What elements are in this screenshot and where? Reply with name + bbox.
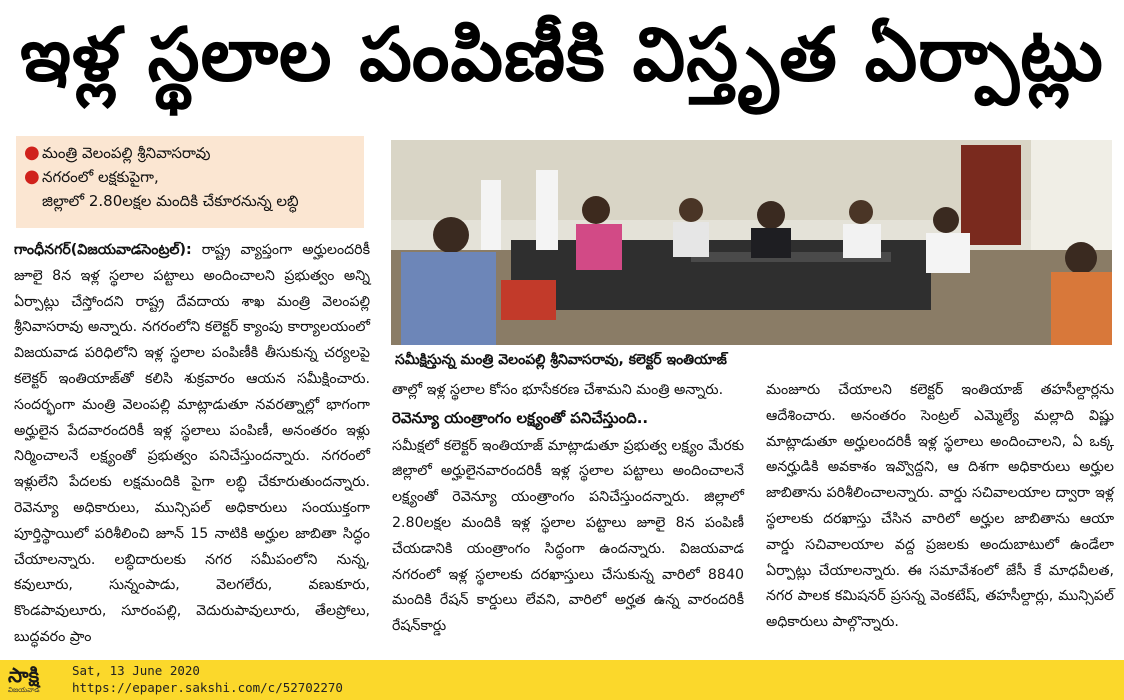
sakshi-logo[interactable] <box>8 664 60 696</box>
article-column-2 <box>392 378 744 640</box>
highlights-box <box>16 136 364 228</box>
article-text: తాల్లో ఇళ్ల స్థలాల కోసం భూసేకరణ చేశామని మంత్రి అన్నారు. <box>392 382 724 398</box>
highlight-item <box>24 142 356 164</box>
article-subheading: రెవెన్యూ యంత్రాంగం లక్ష్యంతో పనిచేస్తుంది.. <box>392 408 649 427</box>
article-text: సమీక్షలో కలెక్టర్ ఇంతియాజ్ మాట్లాడుతూ ప్రభుత్వ లక్ష్యం మేరకు జిల్లాలో అర్హులైనవారందరికీ ఇళ్ల స్థలాల పట్టాలు అందించాలనే లక్ష్యంతో రెవెన్యూ యంత్రాంగం పనిచేస్తుందన్నారు. జిల్లాలో 2.80లక్షల మందికి ఇళ్ల స్థలాల పట్టాలు జూలై 8న పంపిణీ చేయడానికి యంత్రాంగం సిద్ధంగా ఉందన్నారు. విజయవాడ నగరంలో ఇళ్ల స్థలాలకు దరఖాస్తులు చేసుకున్న వారిలో 8840 మందికి రేషన్ కార్డులు లేవని, వారిలో అర్హత ఉన్న వారందరికీ రేషన్‌కార్డు <box>392 437 744 635</box>
publication-date: Sat, 13 June 2020 <box>72 663 200 678</box>
logo-text: సాక్షి <box>8 663 40 687</box>
highlight-item <box>24 166 356 188</box>
dateline: గాంధీనగర్(విజయవాడసెంట్రల్): <box>14 242 192 258</box>
highlight-text: నగరంలో లక్షకుపైగా, <box>42 168 159 186</box>
highlight-text: మంత్రి వెలంపల్లి శ్రీనివాసరావు <box>42 144 211 162</box>
meeting-photo-image <box>391 140 1112 345</box>
headline: ఇళ్ల స్థలాల పంపిణీకి విస్తృత ఏర్పాట్లు <box>20 12 1104 98</box>
article-text: మంజూరు చేయాలని కలెక్టర్ ఇంతియాజ్ తహసీల్దార్లను ఆదేశించారు. అనంతరం సెంట్రల్ ఎమ్మెల్యే మల్లాది విష్ణు మాట్లాడుతూ అర్హులందరికీ ఇళ్ల స్థలాలు అందించాలని, ఏ ఒక్క అనర్హుడికి అవకాశం ఇవ్వొద్దని, ఆ దిశగా అధికారులు అర్హుల జాబితాను పరిశీలించాలన్నారు. వార్డు సచివాలయాల ద్వారా ఇళ్ల స్థలాలకు దరఖాస్తు చేసిన వారిలో అర్హుల జాబితాను ఆయా వార్డు సచివాలయాల వద్ద ప్రజలకు అందుబాటులో ఉండేలా ఏర్పాట్లు చేయాలన్నారు. ఈ సమావేశంలో జేసీ కే మాధవీలత, నగర పాలక కమిషనర్ ప్రసన్న వెంకటేష్, తహసీల్దార్లు, మున్సిపల్ అధికారులు పాల్గొన్నారు. <box>766 382 1114 631</box>
epaper-link[interactable]: https://epaper.sakshi.com/c/52702270 <box>72 680 343 695</box>
news-photo <box>391 140 1112 345</box>
article-column-3 <box>766 378 1114 636</box>
logo-subtext: విజయవాడ <box>8 686 40 694</box>
bullet-icon: ● <box>24 142 40 163</box>
article-column-1 <box>14 238 370 651</box>
bullet-icon: ● <box>24 166 40 187</box>
article-text: రాష్ట్ర వ్యాప్తంగా అర్హులందరికీ జూలై 8న ఇళ్ల స్థలాల పట్టాలు అందించాలని ప్రభుత్వం అన్ని ఏర్పాట్లు చేస్తోందని రాష్ట్ర దేవదాయ శాఖ మంత్రి వెలంపల్లి శ్రీనివాసరావు అన్నారు. నగరంలోని కలెక్టర్ క్యాంపు కార్యాలయంలో విజయవాడ పరిధిలోని ఇళ్ల స్థలాల పంపిణీకి తీసుకున్న చర్యలపై కలెక్టర్ ఇంతియాజ్‌తో కలిసి శుక్రవారం ఆయన సమీక్షించారు. సందర్భంగా మంత్రి వెలంపల్లి మాట్లాడుతూ నవరత్నాల్లో భాగంగా అర్హులైన పేదవారందరికీ ఇళ్ల స్థలాలు పంపిణీ, అనంతరం ఇళ్లు నిర్మించాలనే లక్ష్యంతో ప్రభుత్వం పనిచేస్తుందన్నారు. నగరంలో ఇళ్లులేని పేదలకు లక్షమందికి పైగా లబ్ధి చేకూరుతుందన్నారు. రెవెన్యూ అధికారులు, మున్సిపల్ అధికారులు సంయుక్తంగా పూర్తిస్థాయిలో పరిశీలించి జూన్ 15 నాటికి అర్హుల జాబితా సిద్ధం చేయాలన్నారు. లబ్ధిదారులకు నగర సమీపంలోని నున్న, కవులూరు, సున్నంపాడు, వెలగలేరు, వణుకూరు, కొండపావులూరు, సూరంపల్లి, వెదురుపావులూరు, తేలప్రోలు, బుద్ధవరం ప్రాం <box>14 242 370 645</box>
footer-bar <box>0 660 1124 700</box>
highlight-text: జిల్లాలో 2.80లక్షల మందికి చేకూరనున్న లబ్ధి <box>42 192 299 210</box>
photo-caption: సమీక్షిస్తున్న మంత్రి వెలంపల్లి శ్రీనివాసరావు, కలెక్టర్ ఇంతియాజ్ <box>395 352 727 368</box>
